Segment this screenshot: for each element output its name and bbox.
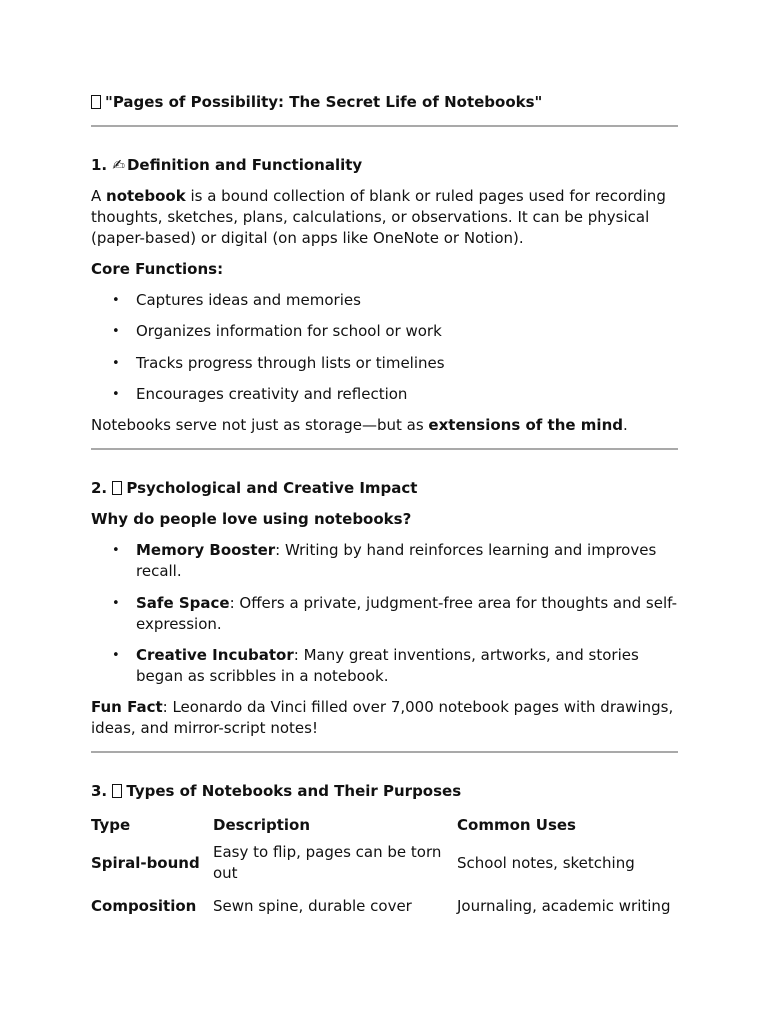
table-row <box>91 890 678 922</box>
document-content <box>91 90 678 922</box>
definition-prefix: A <box>91 187 107 205</box>
closing-emphasis: extensions of the mind <box>428 416 623 434</box>
core-functions-label: Core Functions: <box>91 260 224 278</box>
table-cell-uses: Journaling, academic writing <box>457 896 671 915</box>
section-3-heading <box>91 781 678 802</box>
list-item-text: : Many great inventions, artworks, and stories began as scribbles in a notebook. <box>136 646 639 685</box>
bullet-icon: • <box>112 293 120 308</box>
bullet-icon: • <box>112 543 120 558</box>
table-header-row <box>91 814 678 836</box>
column-header-description: Description <box>213 815 311 834</box>
column-header-type: Type <box>91 815 131 834</box>
document-title-text: "Pages of Possibility: The Secret Life of Notebooks" <box>105 93 543 111</box>
list-item <box>91 353 678 374</box>
section-2-heading <box>91 478 678 499</box>
bullet-icon: • <box>112 324 120 339</box>
list-item-text: Tracks progress through lists or timelines <box>136 354 445 372</box>
impact-list <box>91 540 678 687</box>
list-item-term: Safe Space <box>136 594 230 612</box>
table-cell-description: Sewn spine, durable cover <box>213 896 412 915</box>
fun-fact-text: : Leonardo da Vinci filled over 7,000 notebook pages with drawings, ideas, and mirror-script notes! <box>91 698 674 737</box>
list-item-term: Memory Booster <box>136 541 276 559</box>
list-item-text: Captures ideas and memories <box>136 291 361 309</box>
list-item <box>91 321 678 342</box>
list-item <box>91 290 678 311</box>
list-item-text: : Offers a private, judgment-free area for thoughts and self-expression. <box>136 594 677 633</box>
section-divider <box>91 448 678 450</box>
core-functions-list <box>91 290 678 405</box>
list-item-text: : Writing by hand reinforces learning and improves recall. <box>136 541 657 580</box>
section-2-number: 2. <box>91 479 108 497</box>
notebook-definition <box>91 186 678 249</box>
list-item-text: Encourages creativity and reflection <box>136 385 408 403</box>
section-1-title: Definition and Functionality <box>126 156 363 174</box>
section-divider <box>91 125 678 127</box>
list-item <box>91 384 678 405</box>
list-item-term: Creative Incubator <box>136 646 294 664</box>
writing-hand-icon: ✍ <box>112 156 125 174</box>
document-title <box>91 92 678 113</box>
table-cell-type: Composition <box>91 896 197 915</box>
fun-fact-label: Fun Fact <box>91 698 163 716</box>
section-1-closing <box>91 415 678 436</box>
definition-term: notebook <box>106 187 186 205</box>
table-cell-type: Spiral-bound <box>91 853 200 872</box>
table-cell-description: Easy to flip, pages can be torn out <box>213 843 442 882</box>
bullet-icon: • <box>112 387 120 402</box>
bullet-icon: • <box>112 356 120 371</box>
notebook-icon <box>112 784 122 798</box>
list-item-text: Organizes information for school or work <box>136 322 442 340</box>
section-2-question: Why do people love using notebooks? <box>91 510 412 528</box>
table-cell-uses: School notes, sketching <box>457 853 635 872</box>
section-3-number: 3. <box>91 782 108 800</box>
definition-text: is a bound collection of blank or ruled pages used for recording thoughts, sketches, plans, calculations, or observations. It can be physical (paper-based) or digital (on apps like OneNote or Notion). <box>91 187 666 247</box>
section-1-heading <box>91 155 678 176</box>
bullet-icon: • <box>112 648 120 663</box>
section-1-number: 1. <box>91 156 108 174</box>
closing-suffix: . <box>622 416 628 434</box>
fun-fact <box>91 697 678 739</box>
list-item <box>91 593 678 635</box>
section-divider <box>91 751 678 753</box>
notebook-types-table <box>91 814 678 922</box>
notebook-icon <box>91 95 101 109</box>
bullet-icon: • <box>112 596 120 611</box>
table-row <box>91 836 678 890</box>
list-item <box>91 540 678 582</box>
section-3-title: Types of Notebooks and Their Purposes <box>126 782 462 800</box>
section-2-title: Psychological and Creative Impact <box>126 479 418 497</box>
column-header-uses: Common Uses <box>457 815 576 834</box>
list-item <box>91 645 678 687</box>
closing-prefix: Notebooks serve not just as storage—but as <box>91 416 429 434</box>
brain-icon <box>112 481 122 495</box>
